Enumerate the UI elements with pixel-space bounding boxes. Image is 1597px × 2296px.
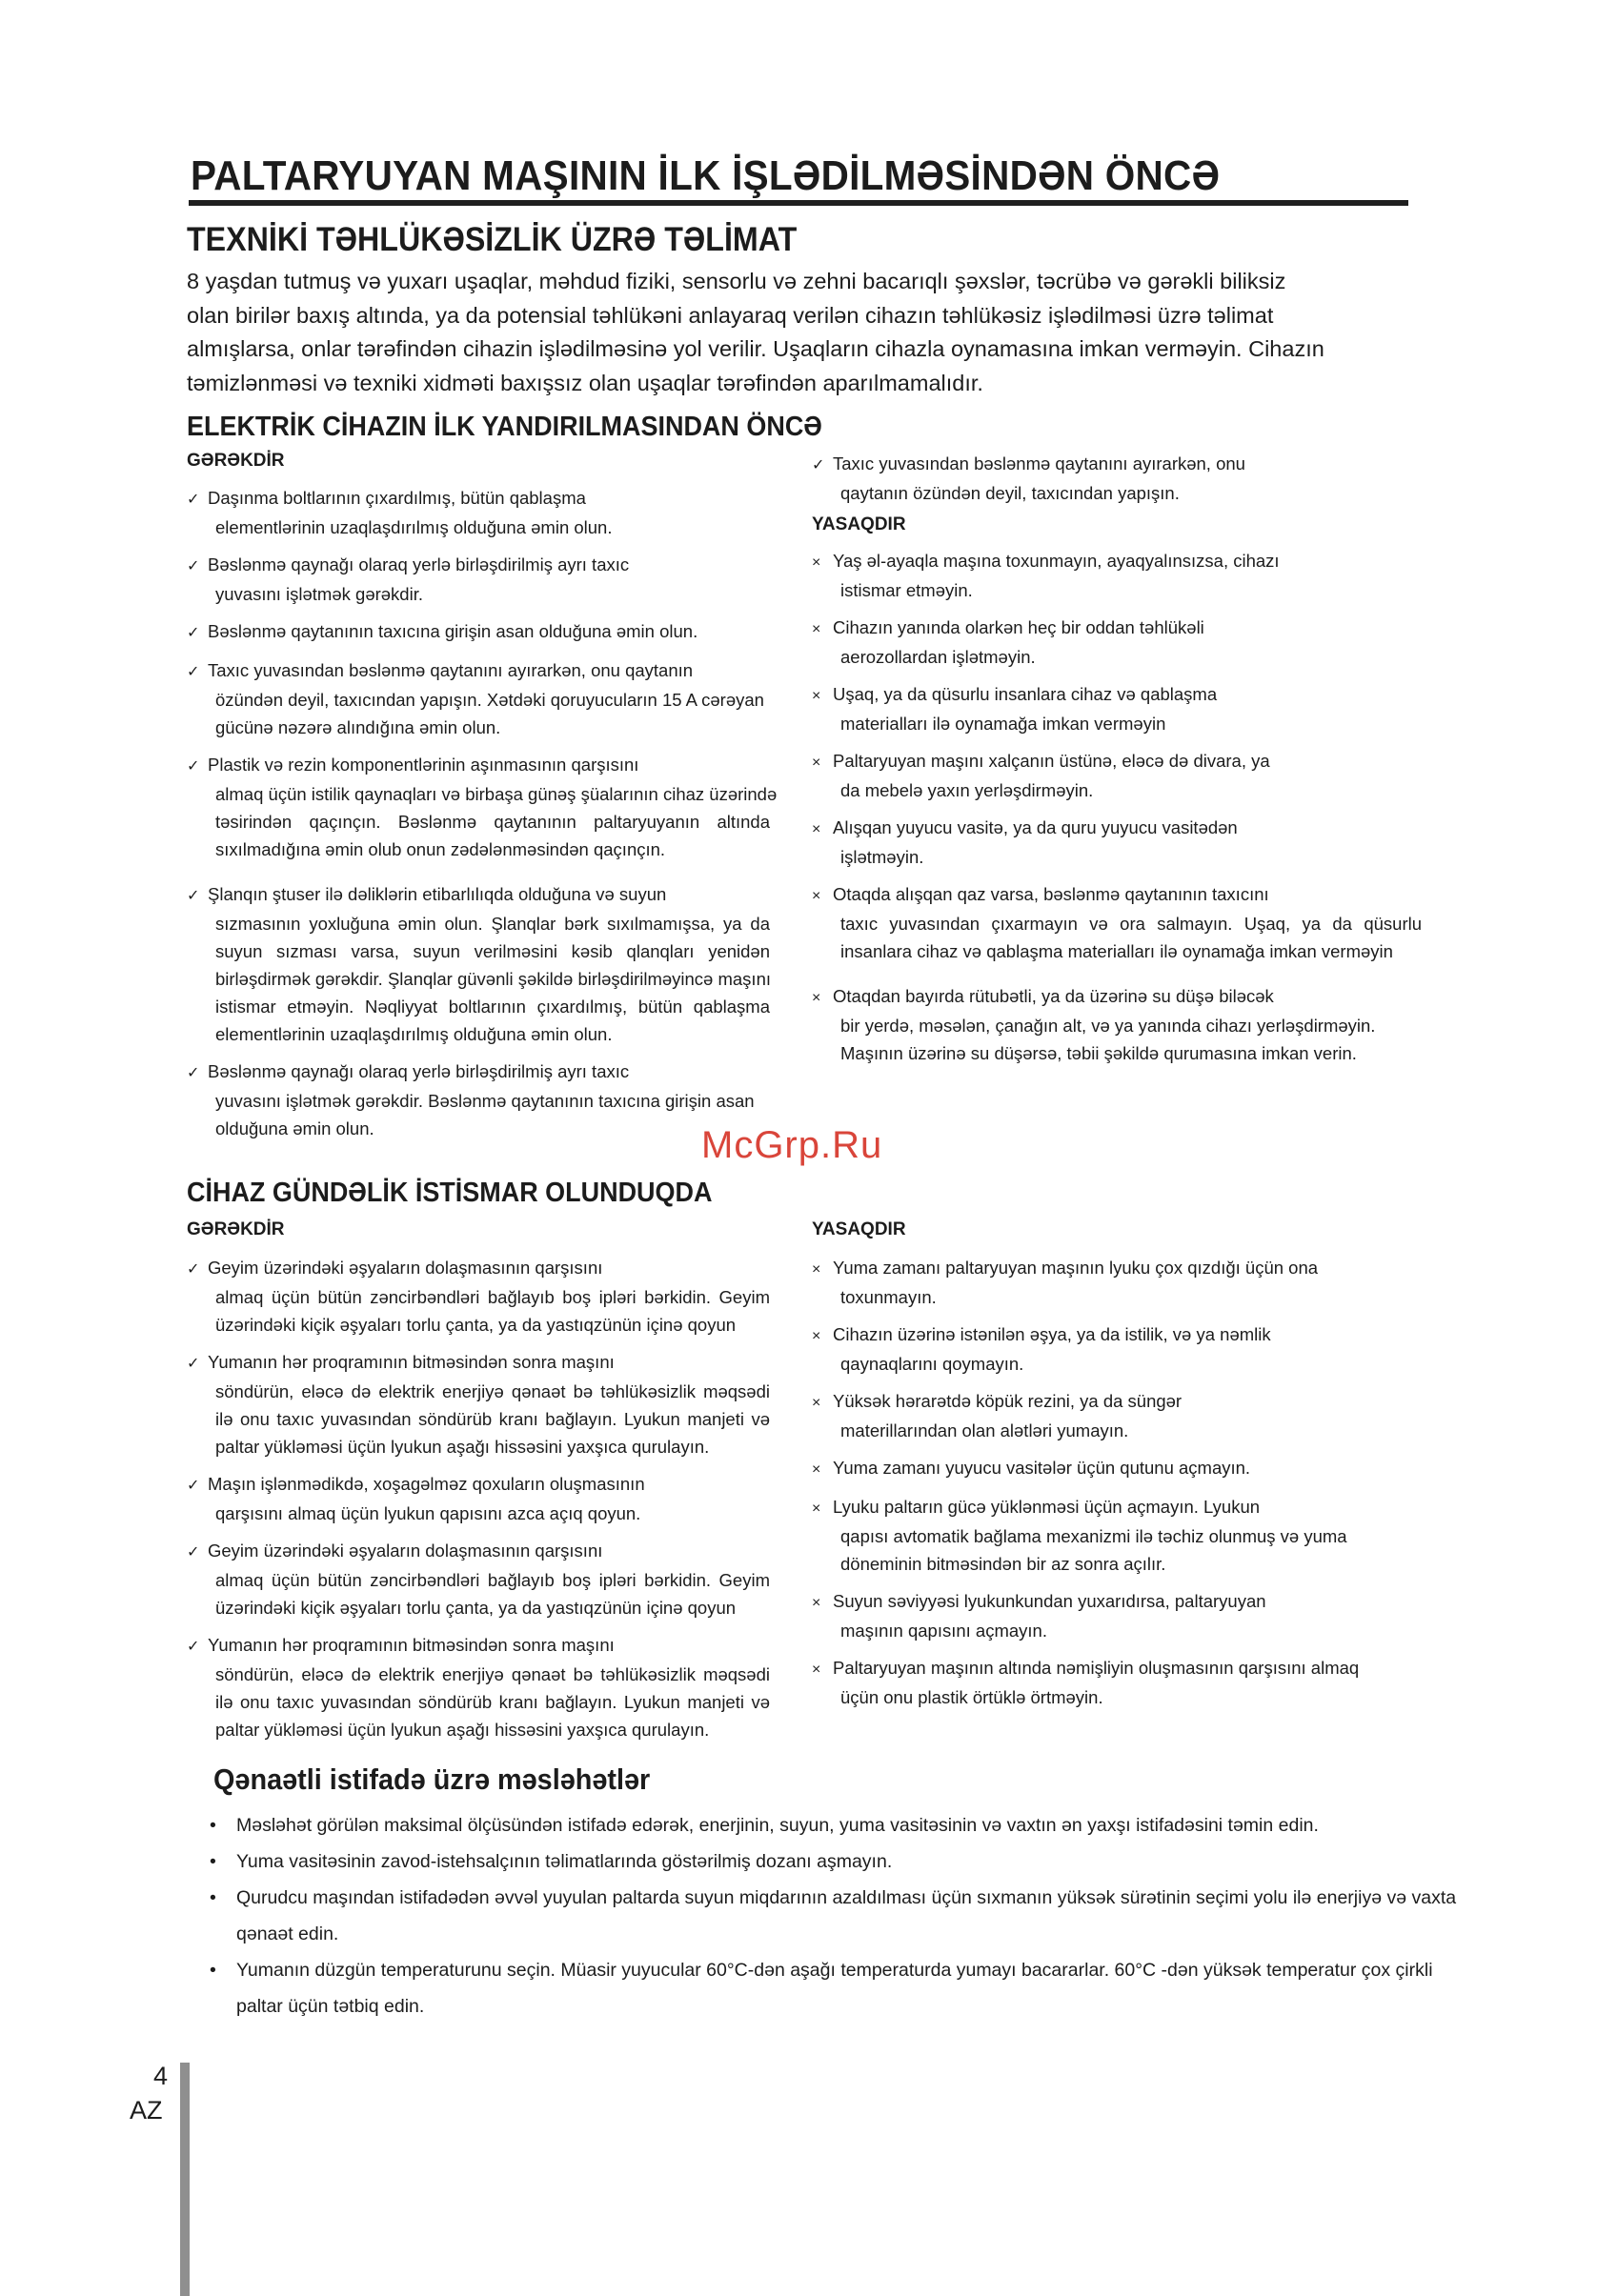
list-item-text: Cihazın yanında olarkən heç bir oddan təhlükəli bbox=[833, 617, 1204, 637]
list-item-line: üzərindəki kiçik əşyaları torlu çanta, ya da yastıqzünün içinə qoyun bbox=[215, 1598, 737, 1618]
tip-item bbox=[210, 1880, 1457, 1952]
list-item bbox=[187, 1537, 770, 1621]
list-item bbox=[812, 1493, 1422, 1578]
list-item-line: Maşının üzərinə su düşərsə, təbii şəkildə qurumasına imkan verin. bbox=[840, 1043, 1357, 1063]
list-item-line: qarşısını almaq üçün lyukun qapısını azca açıq qoyun. bbox=[215, 1503, 641, 1523]
list-item-text: Cihazın üzərinə istənilən əşya, ya da istilik, və ya nəmlik bbox=[833, 1324, 1271, 1344]
first-start-forbidden-list bbox=[812, 547, 1422, 1077]
list-item bbox=[187, 617, 770, 647]
cross-icon: × bbox=[812, 554, 821, 571]
list-item bbox=[812, 747, 1422, 804]
cross-icon: × bbox=[812, 1662, 821, 1678]
page-title: PALTARYUYAN MAŞININ İLK İŞLƏDİLMƏSİNDƏN ÖNCƏ bbox=[191, 152, 1221, 199]
check-icon: ✓ bbox=[187, 888, 200, 904]
list-item bbox=[187, 1057, 770, 1142]
list-item-text: Suyun səviyyəsi lyukunkundan yuxarıdırsa, paltaryuyan bbox=[833, 1591, 1266, 1611]
list-item bbox=[187, 880, 770, 1048]
list-item bbox=[812, 814, 1422, 871]
list-item-line bbox=[187, 1537, 770, 1566]
list-item-line bbox=[812, 1387, 1422, 1417]
intro-line: olan birilər baxış altında, ya da potensial təhlükəni anlayaraq verilən cihazın təhlükəsiz işlədilməsi üzrə təlimat bbox=[187, 302, 1274, 328]
tips-list bbox=[210, 1807, 1457, 2024]
first-start-right-item bbox=[812, 450, 1422, 516]
list-item-line: söndürün, eləcə də elektrik enerjiyə qənaət bə təhlükəsizlik məqsədi bbox=[215, 1664, 770, 1684]
daily-use-forbidden-list bbox=[812, 1254, 1422, 1721]
list-item bbox=[812, 1254, 1422, 1311]
list-item-line: qaytanın özündən deyil, taxıcından yapışın. bbox=[840, 483, 1180, 503]
list-item-line: üzərindəki kiçik əşyaları torlu çanta, ya da yastıqzünün içinə qoyun bbox=[215, 1315, 737, 1335]
list-item-text: Yumanın hər proqramının bitməsindən sonra maşını bbox=[208, 1352, 615, 1372]
list-item-line: üçün onu plastik örtüklə örtməyin. bbox=[840, 1687, 1103, 1707]
list-item-text: Maşın işlənmədikdə, xoşagəlməz qoxuların oluşmasının bbox=[208, 1474, 645, 1494]
cross-icon: × bbox=[812, 990, 821, 1006]
list-item-line: insanlara cihaz və qablaşma materialları ilə oynamağa imkan verməyin bbox=[840, 941, 1393, 961]
list-item-line: suyun sızması varsa, suyun verilməsini kəsib qlanqları yenidən bbox=[215, 941, 770, 961]
list-item-line: yuvasını işlətmək gərəkdir. Bəslənmə qaytanının taxıcına girişin asan bbox=[215, 1091, 755, 1111]
list-item bbox=[187, 484, 770, 541]
check-icon: ✓ bbox=[187, 1478, 200, 1494]
list-item-line: istismar etməyin. Nəqliyyat boltlarının çıxardılmış, bütün qablaşma bbox=[215, 997, 770, 1017]
list-item-line: bir yerdə, məsələn, çanağın alt, və ya yanında cihazı yerləşdirməyin. bbox=[840, 1016, 1376, 1036]
bullet-icon: • bbox=[210, 1887, 216, 1908]
list-item-text: Bəslənmə qaynağı olaraq yerlə birləşdirilmiş ayrı taxıc bbox=[208, 554, 630, 574]
list-item bbox=[187, 1254, 770, 1339]
list-item bbox=[812, 1454, 1422, 1483]
tip-line: Yuma vasitəsinin zavod-istehsalçının təlimatlarında göstərilmiş dozanı aşmayın. bbox=[236, 1851, 893, 1872]
list-item-line bbox=[812, 1320, 1422, 1350]
first-start-must-label: GƏRƏKDİR bbox=[187, 451, 285, 471]
first-start-must-list bbox=[187, 484, 778, 1152]
intro-line: 8 yaşdan tutmuş və yuxarı uşaqlar, məhdud fiziki, sensorlu və zehni bacarıqlı şəxslər, təcrübə və gərəkli biliksiz bbox=[187, 269, 1286, 293]
list-item-text: Yüksək hərarətdə köpük rezini, ya da süngər bbox=[833, 1391, 1183, 1411]
list-item-line: ilə onu taxıc yuvasından söndürüb kranı bağlayın. Lyukun manjeti və bbox=[215, 1692, 770, 1712]
list-item-line: qapısı avtomatik bağlama mexanizmi ilə təchiz olunmuş və yuma bbox=[840, 1526, 1347, 1546]
list-item-text: Otaqda alışqan qaz varsa, bəslənmə qaytanının taxıcını bbox=[833, 884, 1269, 904]
daily-use-heading: CİHAZ GÜNDƏLİK İSTİSMAR OLUNDUQDA bbox=[187, 1178, 713, 1208]
list-item-line bbox=[812, 547, 1422, 576]
list-item-line bbox=[187, 1057, 770, 1087]
list-item bbox=[812, 1654, 1422, 1711]
cross-icon: × bbox=[812, 621, 821, 637]
list-item-line: döneminin bitməsindən bir az sonra açılır. bbox=[840, 1554, 1166, 1574]
list-item-line: paltar yükləməsi üçün lyukun aşağı hissəsini yaxşıca qurulayın. bbox=[215, 1720, 710, 1740]
list-item-text: Taxıc yuvasından bəslənmə qaytanını ayırarkən, onu qaytanın bbox=[208, 660, 694, 680]
check-icon: ✓ bbox=[187, 1639, 200, 1655]
list-item-line bbox=[812, 680, 1422, 710]
list-item-text: Paltaryuyan maşını xalçanın üstünə, eləcə də divara, ya bbox=[833, 751, 1270, 771]
daily-use-must-label: GƏRƏKDİR bbox=[187, 1219, 285, 1239]
margin-bar bbox=[180, 2063, 190, 2296]
tip-line: qənaət edin. bbox=[236, 1923, 339, 1944]
list-item-line: materialları ilə oynamağa imkan verməyin bbox=[840, 714, 1166, 734]
list-item-line: maşının qapısını açmayın. bbox=[840, 1621, 1047, 1641]
page-number: 4 bbox=[152, 2062, 168, 2090]
list-item-text: Yuma zamanı paltaryuyan maşının lyuku çox qızdığı üçün ona bbox=[833, 1258, 1319, 1278]
tip-line: Qurudcu maşından istifadədən əvvəl yuyulan paltarda suyun miqdarının azaldılması üçün sıxmanın yüksək sürətinin seçimi yolu ilə enerjiyə və vaxta bbox=[236, 1887, 1457, 1908]
check-icon: ✓ bbox=[187, 1261, 200, 1278]
title-underline bbox=[189, 200, 1408, 206]
list-item-line: elementlərinin uzaqlaşdırılmış olduğuna əmin olun. bbox=[215, 1024, 613, 1044]
list-item-line: taxıc yuvasından çıxarmayın və ora salmayın. Uşaq, ya da qüsurlu bbox=[840, 914, 1422, 934]
list-item bbox=[812, 614, 1422, 671]
list-item-line: birləşdirmək gərəkdir. Şlanqlar güvənli şəkildə birləşdirilməyincə maşını bbox=[215, 969, 771, 989]
list-item-line bbox=[812, 814, 1422, 843]
cross-icon: × bbox=[812, 821, 821, 837]
list-item-line: materillarından olan alətləri yumayın. bbox=[840, 1420, 1129, 1440]
list-item bbox=[812, 680, 1422, 737]
first-start-heading: ELEKTRİK CİHAZIN İLK YANDIRILMASINDAN ÖNCƏ bbox=[187, 412, 822, 442]
list-item-text: Otaqdan bayırda rütubətli, ya da üzərinə su düşə biləcək bbox=[833, 986, 1274, 1006]
list-item-line bbox=[187, 751, 770, 780]
list-item bbox=[187, 1470, 770, 1527]
list-item-line bbox=[187, 1254, 770, 1283]
list-item-text: Yaş əl-ayaqla maşına toxunmayın, ayaqyalınsızsa, cihazı bbox=[833, 551, 1280, 571]
intro-line: almışlarsa, onlar tərəfindən cihazin işlədilməsinə yol verilir. Uşaqların cihazla oynamasına imkan verməyin. Cihazın bbox=[187, 336, 1324, 361]
list-item bbox=[812, 1387, 1422, 1444]
list-item bbox=[187, 1631, 770, 1743]
list-item-line bbox=[187, 617, 770, 647]
list-item-line: toxunmayın. bbox=[840, 1287, 937, 1307]
safety-heading: TEXNİKİ TƏHLÜKƏSİZLİK ÜZRƏ TƏLİMAT bbox=[187, 221, 798, 258]
list-item-line: almaq üçün bütün zəncirbəndləri bağlayıb boş ipləri bərkidin. Geyim bbox=[215, 1287, 770, 1307]
cross-icon: × bbox=[812, 1461, 821, 1478]
list-item-text: Lyuku paltarın gücə yüklənməsi üçün açmayın. Lyukun bbox=[833, 1497, 1261, 1517]
list-item-line bbox=[187, 484, 770, 514]
check-icon: ✓ bbox=[187, 664, 200, 680]
daily-use-forbidden-label: YASAQDIR bbox=[812, 1219, 906, 1239]
list-item-text: Daşınma boltlarının çıxardılmış, bütün qablaşma bbox=[208, 488, 586, 508]
list-item bbox=[187, 751, 778, 863]
tip-line: Yumanın düzgün temperaturunu seçin. Müasir yuyucular 60°C-dən aşağı temperaturda yumayı bacararlar. 60°C -dən yüksək temperatur çox çirkli bbox=[236, 1960, 1433, 1981]
list-item-line bbox=[187, 1631, 770, 1661]
list-item-line: elementlərinin uzaqlaşdırılmış olduğuna əmin olun. bbox=[215, 517, 613, 537]
list-item-line: qaynaqlarını qoymayın. bbox=[840, 1354, 1024, 1374]
list-item bbox=[812, 450, 1422, 507]
bullet-icon: • bbox=[210, 1815, 216, 1836]
cross-icon: × bbox=[812, 1261, 821, 1278]
list-item bbox=[812, 1587, 1422, 1644]
list-item-line: aerozollardan işlətməyin. bbox=[840, 647, 1036, 667]
list-item-text: Alışqan yuyucu vasitə, ya da quru yuyucu vasitədən bbox=[833, 817, 1238, 837]
list-item-text: Geyim üzərindəki əşyaların dolaşmasının qarşısını bbox=[208, 1541, 603, 1561]
check-icon: ✓ bbox=[187, 558, 200, 574]
list-item-line bbox=[812, 1493, 1422, 1522]
list-item-text: Geyim üzərindəki əşyaların dolaşmasının qarşısını bbox=[208, 1258, 603, 1278]
list-item-line bbox=[187, 1470, 770, 1500]
first-start-forbidden-label: YASAQDIR bbox=[812, 514, 906, 534]
list-item-line: işlətməyin. bbox=[840, 847, 924, 867]
cross-icon: × bbox=[812, 688, 821, 704]
list-item-line bbox=[812, 982, 1422, 1012]
list-item bbox=[812, 880, 1422, 965]
safety-intro bbox=[187, 265, 1324, 400]
list-item-line: gücünə nəzərə alındığına əmin olun. bbox=[215, 717, 501, 737]
list-item-text: Uşaq, ya da qüsurlu insanlara cihaz və qablaşma bbox=[833, 684, 1218, 704]
list-item bbox=[187, 551, 770, 608]
list-item-line bbox=[812, 450, 1422, 479]
tip-line: Məsləhət görülən maksimal ölçüsündən istifadə edərək, enerjinin, suyun, yuma vasitəsinin və vaxtın ən yaxşı istifadəsini təmin edin. bbox=[236, 1815, 1319, 1836]
list-item-line: almaq üçün bütün zəncirbəndləri bağlayıb boş ipləri bərkidin. Geyim bbox=[215, 1570, 770, 1590]
list-item-line: istismar etməyin. bbox=[840, 580, 973, 600]
cross-icon: × bbox=[812, 1500, 821, 1517]
list-item bbox=[812, 547, 1422, 604]
list-item-line: olduğuna əmin olun. bbox=[215, 1118, 374, 1138]
list-item-line bbox=[812, 747, 1422, 776]
list-item-line bbox=[812, 1654, 1422, 1683]
watermark-text: McGrp.Ru bbox=[701, 1124, 883, 1166]
list-item bbox=[187, 1348, 770, 1460]
list-item-line: almaq üçün istilik qaynaqları və birbaşa günəş şüalarının cihaz üzərində bbox=[215, 784, 778, 804]
check-icon: ✓ bbox=[187, 625, 200, 641]
check-icon: ✓ bbox=[187, 1544, 200, 1561]
check-icon: ✓ bbox=[187, 1356, 200, 1372]
list-item-line: təsirindən qaçınçın. Bəslənmə qaytanının paltaryuyanın altında bbox=[215, 812, 770, 832]
list-item-line: sıxılmadığına əmin olub onun zədələnməsindən qaçınçın. bbox=[215, 839, 666, 859]
check-icon: ✓ bbox=[812, 457, 825, 473]
check-icon: ✓ bbox=[187, 1065, 200, 1081]
cross-icon: × bbox=[812, 888, 821, 904]
list-item-line bbox=[187, 551, 770, 580]
list-item-line bbox=[187, 880, 770, 910]
list-item-text: Bəslənmə qaytanının taxıcına girişin asan olduğuna əmin olun. bbox=[208, 621, 698, 641]
cross-icon: × bbox=[812, 1395, 821, 1411]
bullet-icon: • bbox=[210, 1960, 216, 1981]
list-item bbox=[812, 982, 1422, 1067]
daily-use-must-list bbox=[187, 1254, 770, 1753]
list-item-line: sızmasının yoxluğuna əmin olun. Şlanqlar bərk sıxılmamışsa, ya da bbox=[215, 914, 770, 934]
list-item-line: söndürün, eləcə də elektrik enerjiyə qənaət bə təhlükəsizlik məqsədi bbox=[215, 1381, 770, 1401]
list-item-line: özündən deyil, taxıcından yapışın. Xətdəki qoruyucuların 15 A cərəyan bbox=[215, 690, 764, 710]
list-item-text: Plastik və rezin komponentlərinin aşınmasının qarşısını bbox=[208, 755, 639, 775]
tips-heading: Qənaətli istifadə üzrə məsləhətlər bbox=[213, 1762, 651, 1796]
list-item-line: ilə onu taxıc yuvasından söndürüb kranı bağlayın. Lyukun manjeti və bbox=[215, 1409, 770, 1429]
list-item-line bbox=[187, 656, 770, 686]
intro-line: təmizlənməsi və texniki xidməti baxışsız olan uşaqlar tərəfindən aparılmamalıdır. bbox=[187, 370, 983, 395]
check-icon: ✓ bbox=[187, 758, 200, 775]
language-code: AZ bbox=[130, 2096, 163, 2125]
list-item bbox=[812, 1320, 1422, 1378]
list-item-line bbox=[187, 1348, 770, 1378]
list-item-line bbox=[812, 1454, 1422, 1483]
tip-item bbox=[210, 1952, 1439, 2024]
list-item-line: paltar yükləməsi üçün lyukun aşağı hissəsini yaxşıca qurulayın. bbox=[215, 1437, 710, 1457]
list-item-text: Yumanın hər proqramının bitməsindən sonra maşını bbox=[208, 1635, 615, 1655]
list-item-text: Bəslənmə qaynağı olaraq yerlə birləşdirilmiş ayrı taxıc bbox=[208, 1061, 630, 1081]
list-item-line: da mebelə yaxın yerləşdirməyin. bbox=[840, 780, 1094, 800]
list-item-text: Taxıc yuvasından bəslənmə qaytanını ayırarkən, onu bbox=[833, 453, 1245, 473]
list-item-text: Yuma zamanı yuyucu vasitələr üçün qutunu açmayın. bbox=[833, 1458, 1251, 1478]
cross-icon: × bbox=[812, 755, 821, 771]
cross-icon: × bbox=[812, 1328, 821, 1344]
list-item-line bbox=[812, 1254, 1422, 1283]
list-item-text: Şlanqın ştuser ilə dəliklərin etibarlılıqda olduğuna və suyun bbox=[208, 884, 667, 904]
tip-line: paltar üçün tətbiq edin. bbox=[236, 1996, 425, 2017]
list-item-line bbox=[812, 880, 1422, 910]
cross-icon: × bbox=[812, 1595, 821, 1611]
check-icon: ✓ bbox=[187, 492, 200, 508]
list-item-text: Paltaryuyan maşının altında nəmişliyin oluşmasının qarşısını almaq bbox=[833, 1658, 1360, 1678]
list-item-line bbox=[812, 614, 1422, 643]
bullet-icon: • bbox=[210, 1851, 216, 1872]
list-item-line bbox=[812, 1587, 1422, 1617]
tip-item bbox=[210, 1807, 1439, 1843]
list-item bbox=[187, 656, 770, 741]
list-item-line: yuvasını işlətmək gərəkdir. bbox=[215, 584, 423, 604]
tip-item bbox=[210, 1843, 1439, 1880]
